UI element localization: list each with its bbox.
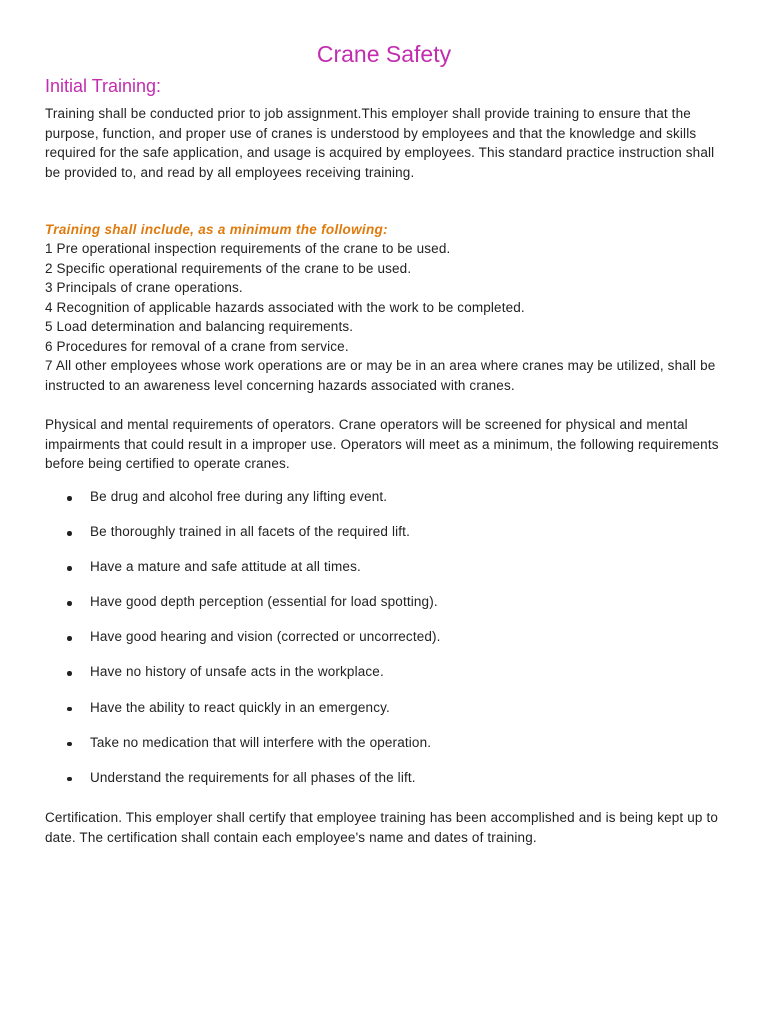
list-item: 4 Recognition of applicable hazards associated with the work to be completed. [45,299,525,315]
certification-paragraph: Certification. This employer shall certify that employee training has been accomplished and is being kept up to date. The certification shall contain each employee's name and dates of training. [45,810,719,845]
document-title: Crane Safety [316,41,452,67]
bullet-icon [67,636,72,641]
bullet-item [45,768,733,803]
bullet-text: Have a mature and safe attitude at all times. [90,559,361,575]
bullet-item [45,592,733,627]
bullet-icon [67,671,72,676]
bullet-text: Have no history of unsafe acts in the workplace. [90,664,384,680]
list-item: 2 Specific operational requirements of the crane to be used. [45,260,412,276]
physical-requirements-paragraph: Physical and mental requirements of operators. Crane operators will be screened for physical and mental impairments that could result in a improper use. Operators will meet as a minimum, the following requirements before being certified to operate cranes. [45,417,719,471]
bullet-icon [67,566,72,571]
list-item: 5 Load determination and balancing requirements. [45,319,354,334]
bullet-text: Take no medication that will interfere with the operation. [90,734,432,750]
intro-paragraph: Training shall be conducted prior to job assignment.This employer shall provide training to ensure that the purpose, function, and proper use of cranes is understood by employees and that the knowledge and skills required for the safe application, and usage is acquired by employees. This standard practice instruction shall be provided to, and read by all employees receiving training. [45,106,715,180]
bullet-icon [67,601,72,606]
bullet-icon [67,777,72,782]
bullet-text: Have good hearing and vision (corrected or uncorrected). [90,629,441,645]
bullet-item [45,487,733,522]
bullet-item [45,557,733,592]
bullet-item [45,522,733,557]
list-item: 3 Principals of crane operations. [45,280,243,295]
bullet-text: Be thoroughly trained in all facets of the required lift. [90,524,410,540]
bullet-item [45,698,733,733]
bullet-item [45,627,733,662]
list-item: 6 Procedures for removal of a crane from service. [45,338,349,354]
training-requirements-heading: Training shall include, as a minimum the following: [45,222,388,237]
list-item: 7 All other employees whose work operations are or may be in an area where cranes may be utilized, shall be instructed to an awareness level concerning hazards associated with cranes. [45,358,716,393]
list-item: 1 Pre operational inspection requirements of the crane to be used. [45,241,451,256]
bullet-icon [67,531,72,536]
bullet-item [45,662,733,697]
bullet-icon [67,707,72,712]
bullet-text: Have the ability to react quickly in an emergency. [90,699,390,715]
bullet-text: Understand the requirements for all phases of the lift. [90,769,416,785]
bullet-text: Be drug and alcohol free during any lifting event. [90,489,388,504]
operator-requirements-bullet-list [45,487,733,803]
bullet-icon [67,496,72,501]
numbered-requirements-list [45,239,733,395]
bullet-text: Have good depth perception (essential for load spotting). [90,594,438,610]
bullet-icon [67,742,72,747]
section-heading-initial-training: Initial Training: [45,76,162,96]
bullet-item [45,733,733,768]
